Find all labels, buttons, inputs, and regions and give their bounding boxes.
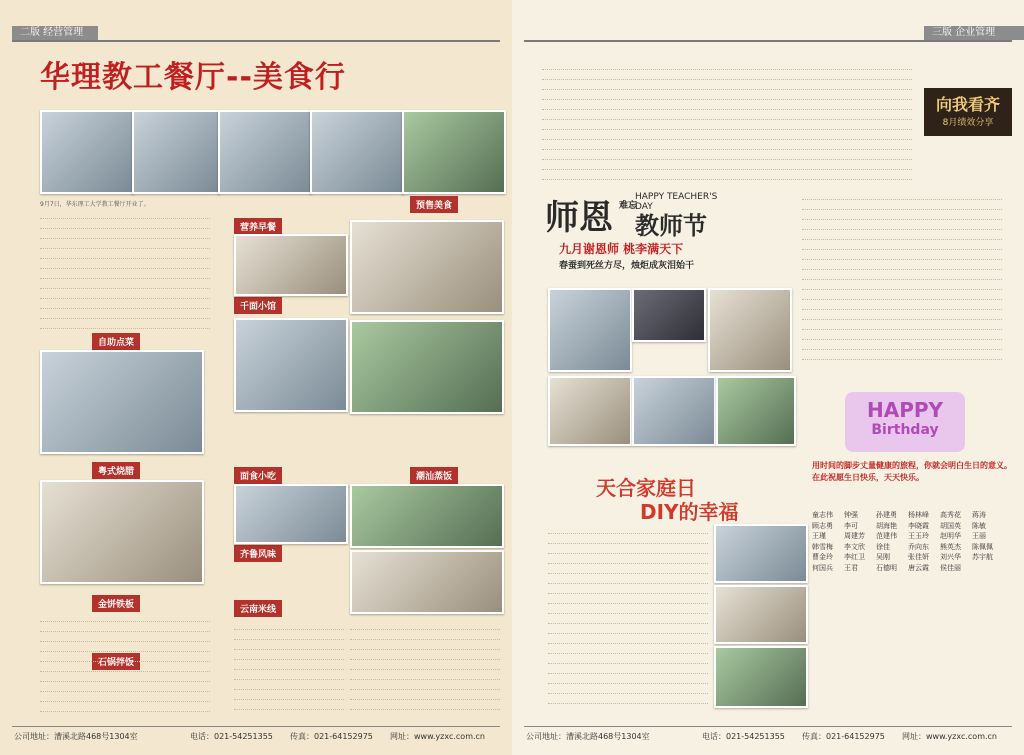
family-day-text	[548, 524, 708, 704]
left-right-text	[350, 620, 500, 715]
birthday-name: 范建伟	[876, 532, 897, 540]
photo-teacher-5	[632, 376, 716, 446]
birthday-name: 曹金玲	[812, 553, 833, 561]
footer-phone: 电话：021-54251355	[702, 732, 785, 741]
banner-title: 向我看齐	[935, 95, 1000, 114]
birthday-name: 李可	[844, 521, 858, 530]
photo-restaurant-3	[218, 110, 312, 194]
photo-qianmian	[234, 318, 348, 412]
label-bibimbap: 石锅拌饭	[92, 653, 140, 670]
performance-banner	[924, 88, 1012, 136]
label-jinbing: 金饼铁板	[92, 595, 140, 612]
birthday-name: 李晓霞	[908, 521, 929, 530]
birthday-name: 胡海艳	[876, 521, 897, 530]
birthday-name: 石德明	[876, 563, 897, 572]
banner-subtitle: 8月绩效分享	[942, 118, 994, 128]
footer-fax: 传真：021-64152975	[802, 732, 885, 741]
photo-teacher-4	[548, 376, 632, 446]
birthday-name: 周建芳	[844, 532, 865, 540]
photo-restaurant-2	[132, 110, 220, 194]
label-chaoshan: 潮汕蒸饭	[410, 467, 458, 484]
intro-line: 9月7日，华东理工大学教工餐厅开业了。	[40, 201, 150, 208]
teachers-day-title: 教师节	[635, 212, 707, 240]
performance-text	[542, 60, 912, 180]
footer-website: 网址：www.yzxc.com.cn	[902, 732, 998, 741]
photo-order	[40, 350, 204, 454]
birthday-name: 唐云霞	[908, 563, 929, 572]
birthday-name: 吴刚	[876, 553, 890, 561]
photo-family-1	[714, 524, 808, 583]
birthday-name: 王瑾	[812, 532, 826, 540]
birthday-name: 王君	[844, 563, 858, 572]
birthday-name: 李红卫	[844, 553, 865, 561]
birthday-name: 张佳妍	[908, 553, 929, 561]
birthday-name: 顾志勇	[812, 521, 833, 530]
birthday-name: 乔向东	[908, 542, 929, 551]
teachers-day-line2: 春蚕到死丝方尽，烛炬成灰泪始干	[559, 261, 695, 271]
label-breakfast: 营养早餐	[234, 218, 282, 235]
birthday-name: 陈敏	[972, 521, 986, 530]
label-cantonese: 粤式烧腊	[92, 462, 140, 479]
happy-text: HAPPY	[866, 398, 943, 422]
birthday-name: 童志伟	[812, 511, 833, 519]
birthday-name: 陈佩佩	[972, 542, 993, 551]
footer-phone: 电话：021-54251355	[190, 732, 273, 741]
teachers-day-line1: 九月谢恩师 桃李满天下	[559, 242, 684, 256]
left-mid-text	[234, 620, 344, 715]
label-presale: 预售美食	[410, 196, 458, 213]
birthday-name: 韩雪梅	[812, 542, 833, 551]
teachers-day-en: HAPPY TEACHER'S DAY	[635, 192, 718, 212]
label-qilu: 齐鲁风味	[234, 545, 282, 562]
section-label-right: 三版 企业管理	[924, 26, 1024, 40]
photo-noodle	[234, 484, 348, 544]
photo-teacher-3	[708, 288, 792, 372]
label-yunnan: 云南米线	[234, 600, 282, 617]
birthday-name: 高秀花	[940, 511, 961, 519]
photo-presale	[350, 220, 504, 314]
photo-teacher-2	[632, 288, 706, 342]
photo-restaurant-4	[310, 110, 404, 194]
photo-restaurant-1	[40, 110, 134, 194]
birthday-name: 胡国英	[940, 521, 961, 530]
birthday-name: 杨林峰	[908, 511, 929, 519]
photo-family-3	[714, 646, 808, 708]
photo-teacher-1	[548, 288, 632, 372]
birthday-name: 蒋涛	[972, 511, 986, 519]
footer-address: 公司地址：漕溪北路468号1304室	[14, 732, 138, 741]
photo-railway	[350, 320, 504, 414]
happy-birthday-badge	[845, 392, 965, 452]
right-page	[512, 0, 1024, 755]
label-noodle: 面食小吃	[234, 467, 282, 484]
birthday-name: 孙建勇	[876, 511, 897, 519]
label-order: 自助点菜	[92, 333, 140, 350]
header-rule-left	[12, 40, 500, 42]
birthday-names-list	[812, 510, 1008, 720]
birthday-name: 熊英杰	[940, 542, 961, 551]
birthday-name: 侯佳丽	[940, 563, 961, 572]
photo-teacher-6	[716, 376, 796, 446]
birthday-name: 刘兴华	[940, 553, 961, 561]
photo-restaurant-5	[402, 110, 506, 194]
footer-address: 公司地址：漕溪北路468号1304室	[526, 732, 650, 741]
birthday-name: 徐佳	[876, 542, 890, 551]
footer-right	[512, 729, 1024, 745]
footer-fax: 传真：021-64152975	[290, 732, 373, 741]
header-rule-right	[524, 40, 1012, 42]
footer-website: 网址：www.yzxc.com.cn	[390, 732, 486, 741]
photo-qilu	[350, 550, 504, 614]
birthday-name: 赵明华	[940, 532, 961, 540]
footer-rule-left	[12, 726, 500, 727]
birthday-name: 李文欣	[844, 542, 865, 551]
birthday-text: Birthday	[871, 422, 939, 438]
family-day-subtitle: DIY的幸福	[640, 500, 739, 524]
label-qianmian: 千面小馆	[234, 297, 282, 314]
photo-breakfast	[234, 234, 348, 296]
photo-chaoshan	[350, 484, 504, 548]
family-day-title: 天合家庭日	[596, 476, 696, 500]
birthday-notice: 用时间的脚步丈量健康的旅程，你就会明白生日的意义。在此祝愿生日快乐，天天快乐。	[812, 461, 1012, 482]
right-column-text	[802, 190, 1002, 360]
footer-left	[0, 729, 512, 745]
section-label-left: 二版 经营管理	[12, 26, 98, 40]
teachers-day-char: 师恩	[545, 198, 613, 238]
page-title-left: 华理教工餐厅--美食行	[40, 60, 346, 95]
photo-cantonese	[40, 480, 204, 584]
birthday-name: 苏宇航	[972, 553, 993, 561]
footer-rule-right	[524, 726, 1012, 727]
intro-text	[40, 200, 210, 330]
photo-family-2	[714, 585, 808, 644]
birthday-name: 钟强	[844, 511, 858, 519]
teachers-day-sub: 难忘	[619, 201, 638, 211]
birthday-name: 何国兵	[812, 563, 833, 572]
left-bottom-text	[40, 612, 210, 712]
birthday-name: 王丽	[972, 532, 986, 540]
birthday-name: 王玉玲	[908, 532, 929, 540]
